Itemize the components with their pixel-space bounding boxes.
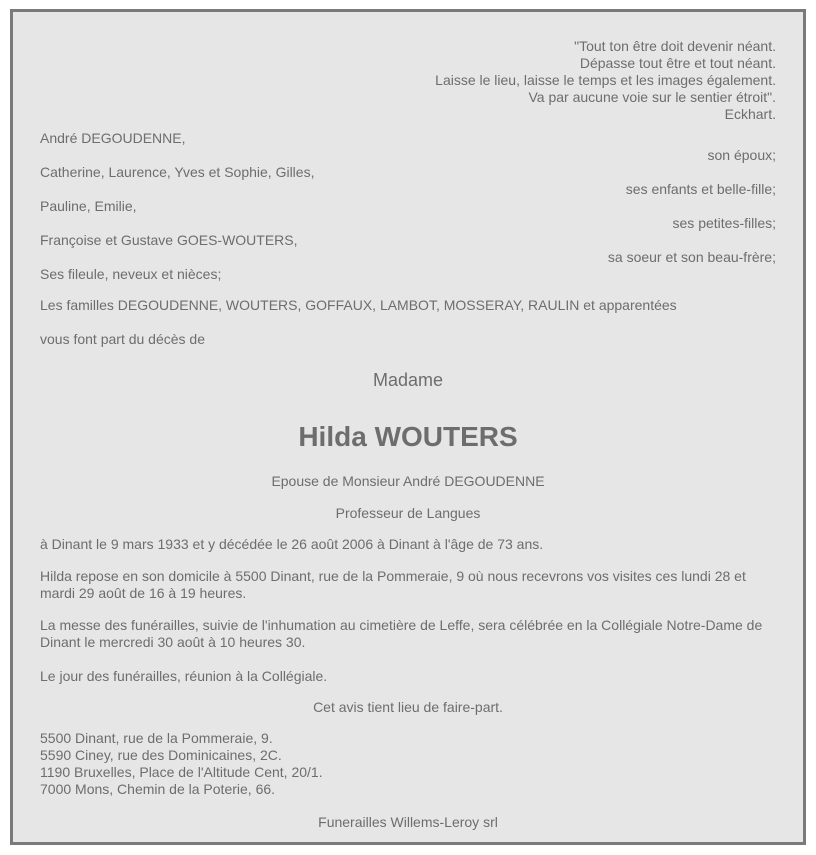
address-item: 5590 Ciney, rue des Dominicaines, 2C. (40, 747, 282, 763)
family-spouse-names: André DEGOUDENNE, (40, 130, 186, 146)
families-line: Les familles DEGOUDENNE, WOUTERS, GOFFAUX, LAMBOT, MOSSERAY, RAULIN et apparentées (40, 297, 677, 313)
epigraph-quote (435, 38, 776, 123)
family-children-relation: ses enfants et belle-fille; (625, 181, 776, 197)
visitation-paragraph: Hilda repose en son domicile à 5500 Dinant, rue de la Pommeraie, 9 où nous recevrons vos visites ces lundi 28 et mardi 29 août de 16 à 19 heures. (40, 568, 746, 601)
deceased-profession: Professeur de Langues (335, 505, 481, 521)
quote-line: Laisse le lieu, laisse le temps et les images également. (435, 72, 776, 88)
quote-author: Eckhart. (724, 106, 776, 122)
quote-line: Va par aucune voie sur le sentier étroit". (528, 89, 776, 105)
notice-line: Cet avis tient lieu de faire-part. (313, 699, 503, 715)
address-list (40, 730, 776, 798)
address-item: 5500 Dinant, rue de la Pommeraie, 9. (40, 730, 273, 746)
obituary-content (40, 12, 776, 842)
deceased-spouse: Epouse de Monsieur André DEGOUDENNE (271, 473, 545, 489)
family-grandchildren-names: Pauline, Emilie, (40, 198, 137, 214)
announce-line: vous font part du décès de (40, 331, 205, 347)
deceased-name: Hilda WOUTERS (298, 421, 518, 452)
quote-line: "Tout ton être doit devenir néant. (574, 38, 776, 54)
godchildren-line: Ses fileule, neveux et nièces; (40, 266, 222, 282)
family-sibling-names: Françoise et Gustave GOES-WOUTERS, (40, 232, 298, 248)
funeral-paragraph: La messe des funérailles, suivie de l'inhumation au cimetière de Leffe, sera célébrée en la Collégiale Notre-Dame de Dinant le mercredi 30 août à 10 heures 30. (40, 617, 763, 650)
deceased-title: Madame (372, 370, 444, 390)
reunion-line: Le jour des funérailles, réunion à la Collégiale. (40, 668, 328, 684)
funeral-home: Funerailles Willems-Leroy srl (318, 814, 498, 830)
family-spouse-relation: son époux; (707, 147, 776, 163)
address-item: 1190 Bruxelles, Place de l'Altitude Cent, 20/1. (40, 764, 323, 780)
family-sibling-relation: sa soeur et son beau-frère; (607, 249, 776, 265)
family-children-names: Catherine, Laurence, Yves et Sophie, Gilles, (40, 164, 315, 180)
address-item: 7000 Mons, Chemin de la Poterie, 66. (40, 781, 276, 797)
obituary-card (10, 9, 806, 845)
family-grandchildren-relation: ses petites-filles; (672, 215, 776, 231)
quote-line: Dépasse tout être et tout néant. (579, 55, 776, 71)
birth-death-line: à Dinant le 9 mars 1933 et y décédée le 26 août 2006 à Dinant à l'âge de 73 ans. (40, 536, 544, 552)
